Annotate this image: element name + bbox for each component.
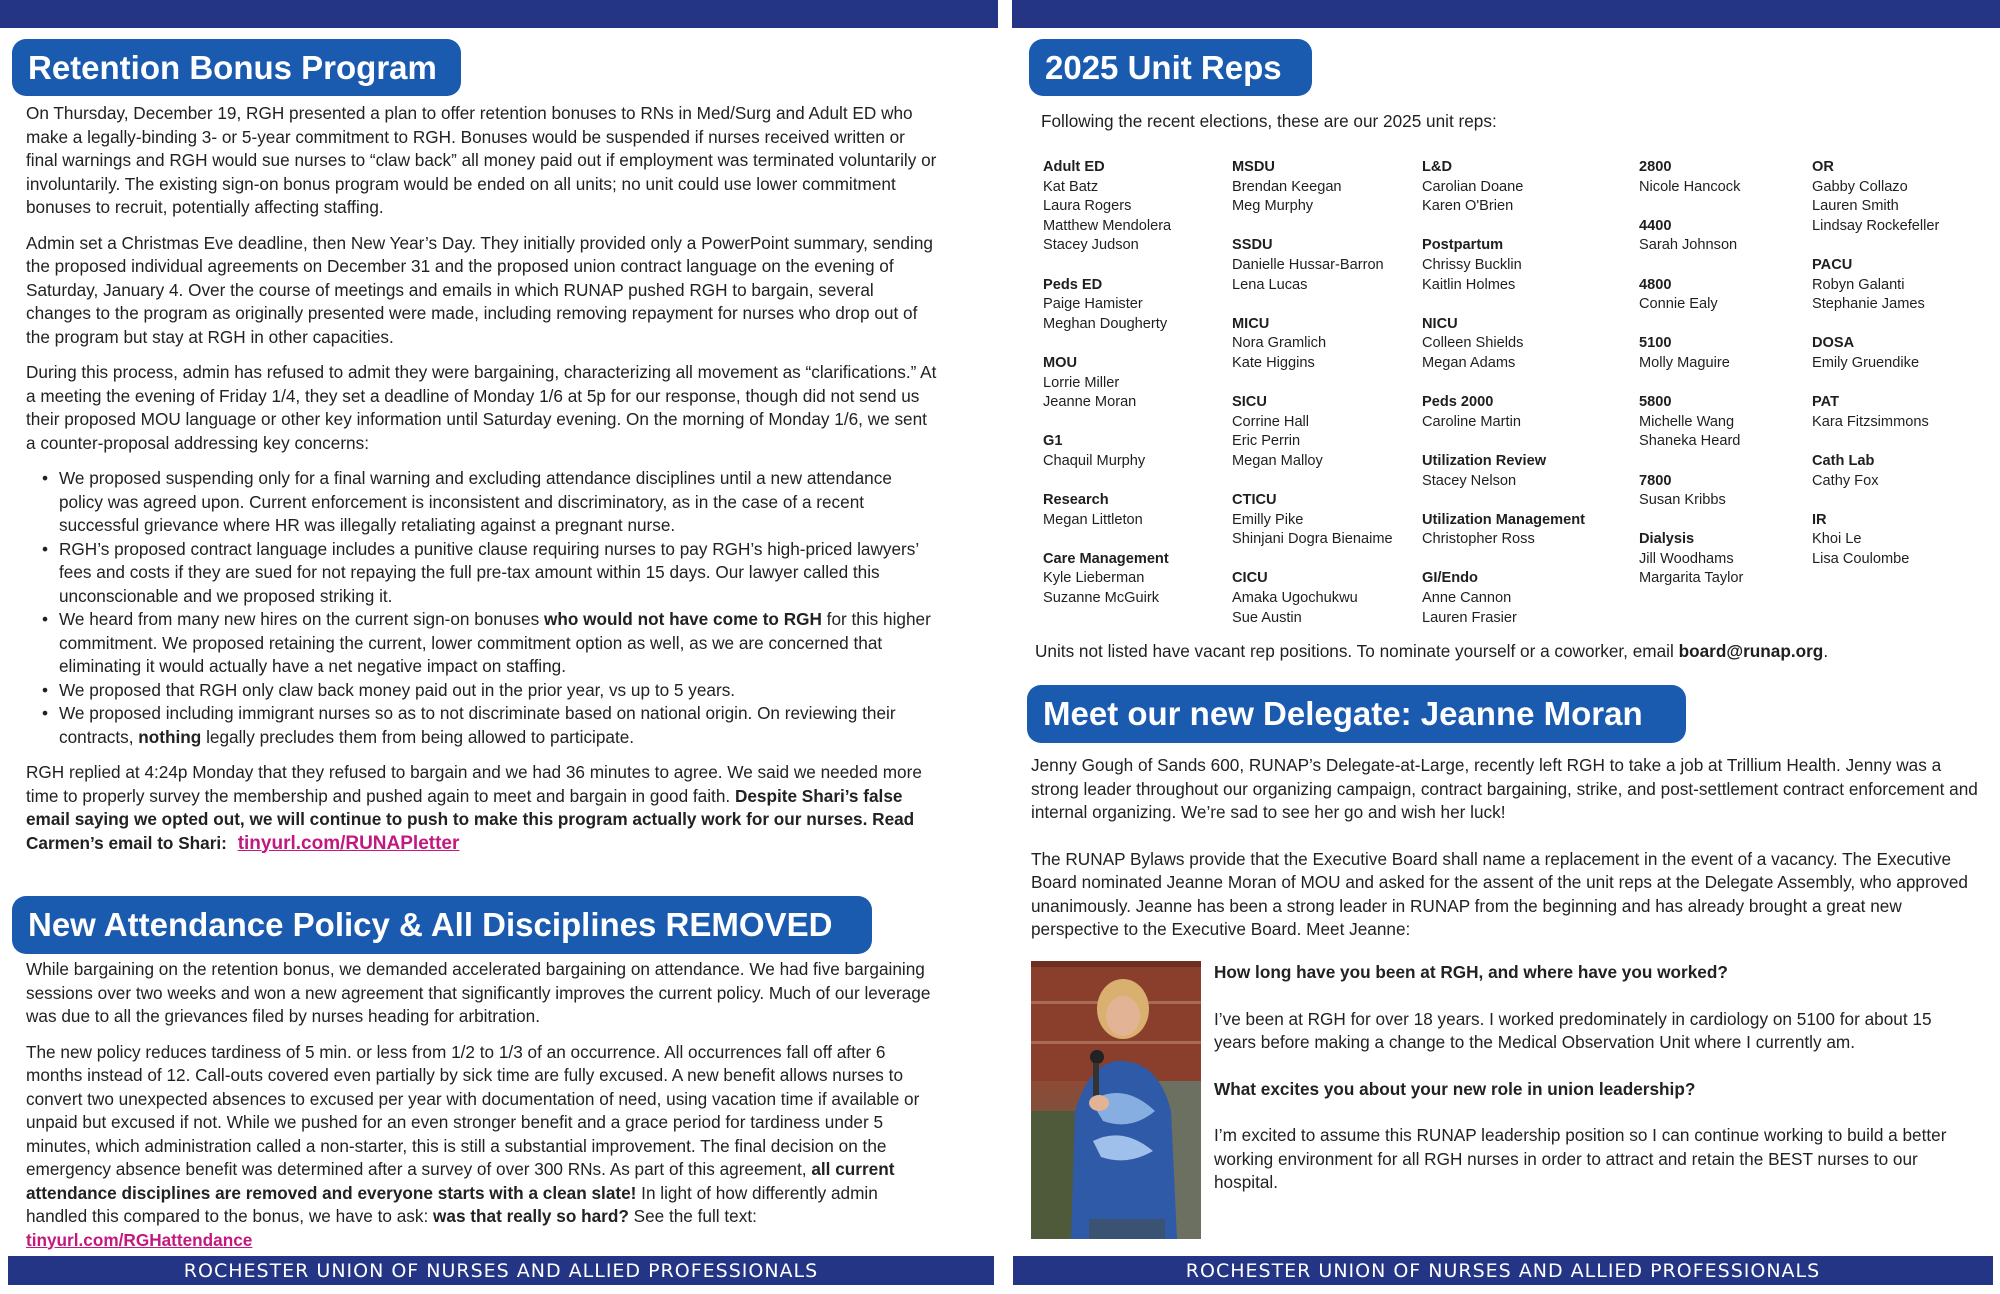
top-banner-left: [0, 0, 998, 28]
interview-question-1: How long have you been at RGH, and where have you worked?: [1214, 962, 1728, 982]
unit-reps-intro: Following the recent elections, these are our 2025 unit reps:: [1041, 111, 1497, 131]
rep-group: Dialysis Jill Woodhams Margarita Taylor: [1639, 531, 1744, 587]
rep-group: DOSA Emily Gruendike: [1812, 335, 1920, 371]
rep-group: Care Management Kyle Lieberman Suzanne McGuirk: [1043, 550, 1169, 607]
footer-banner-right: ROCHESTER UNION OF NURSES AND ALLIED PROFESSIONALS: [1013, 1256, 1993, 1285]
rep-group: PAT Kara Fitzsimmons: [1812, 394, 1929, 430]
rep-group: Utilization Review Stacey Nelson: [1422, 452, 1547, 489]
rep-group: GI/Endo Anne Cannon Lauren Frasier: [1422, 570, 1517, 626]
rep-group: G1 Chaquil Murphy: [1043, 433, 1146, 469]
rep-group: 5800 Michelle Wang Shaneka Heard: [1639, 394, 1741, 450]
rep-group: L&D Carolian Doane Karen O'Brien: [1422, 159, 1524, 215]
list-item: • We proposed including immigrant nurses so as to not discriminate based on national origin. On reviewing their contracts, nothing legally precludes them from being allowed to participate.: [26, 702, 938, 749]
rep-group: 4800 Connie Ealy: [1639, 276, 1718, 313]
attendance-paragraph-1: While bargaining on the retention bonus, we demanded accelerated bargaining on attendance. We had five bargaining sessions over two weeks and won a new agreement that significantly improves the current policy. Much of our leverage was due to all the grievances filed by nurses heading for arbitration.: [26, 959, 931, 1026]
interview-question-2: What excites you about your new role in union leadership?: [1214, 1078, 1696, 1099]
jeanne-moran-portrait: [1031, 961, 1201, 1239]
board-email[interactable]: board@runap.org: [1678, 641, 1824, 661]
reps-column-3: [1422, 158, 1632, 648]
attendance-heading: New Attendance Policy & All Disciplines REMOVED: [12, 896, 872, 954]
rep-group: MOU Lorrie Miller Jeanne Moran: [1043, 354, 1137, 411]
rep-group: 2800 Nicole Hancock: [1639, 159, 1741, 195]
reps-column-5: [1812, 158, 1992, 589]
retention-paragraph-1: On Thursday, December 19, RGH presented a plan to offer retention bonuses to RNs in Med/Surg and Adult ED who make a legally-binding 3- or 5-year commitment to RGH. Bonuses would be suspended if nurses received written or final warnings and RGH would sue nurses to “claw back” all money paid out if employment was terminated voluntarily or involuntarily. The existing sign-on bonus program would be ended on all units; no unit could use lower commitment bonuses to recruit, potentially affecting staffing.: [26, 103, 937, 217]
interview-answer-2: I’m excited to assume this RUNAP leadership position so I can continue working to build a better working environment for all RGH nurses in order to attract and retain the BEST nurses to our hospital.: [1214, 1125, 1947, 1192]
rep-group: Adult ED Kat Batz Laura Rogers Matthew Mendolera Stacey Judson: [1043, 159, 1172, 254]
rep-group: NICU Colleen Shields Megan Adams: [1422, 315, 1524, 371]
rep-group: Cath Lab Cathy Fox: [1812, 452, 1879, 489]
retention-body: [26, 102, 938, 867]
unit-reps-heading: 2025 Unit Reps: [1029, 39, 1312, 96]
retention-paragraph-2: Admin set a Christmas Eve deadline, then New Year’s Day. They initially provided only a PowerPoint summary, sending the proposed individual agreements on December 31 and the proposed union contract language on the evening of Saturday, January 4. Over the course of meetings and emails in which RUNAP pushed RGH to bargain, several changes to the program as originally presented were made, including removing repayment for nurses who drop out of the program but stay at RGH in other capacities.: [26, 232, 933, 347]
rep-group: PACU Robyn Galanti Stephanie James: [1812, 256, 1925, 313]
rep-group: Peds ED Paige Hamister Meghan Dougherty: [1043, 276, 1168, 332]
reps-column-1: [1043, 158, 1228, 628]
rgh-attendance-link[interactable]: tinyurl.com/RGHattendance: [26, 1229, 253, 1250]
vacant-reps-note: Units not listed have vacant rep positions. To nominate yourself or a coworker, email board@runap.org.: [1035, 641, 1829, 661]
list-item: • RGH’s proposed contract language includes a punitive clause requiring nurses to pay RGH’s high-priced lawyers’ fees and costs if they are sued for not repaying the full pre-tax amount within 15 days. Our lawyer called this unconscionable and we proposed striking it.: [26, 538, 938, 609]
rep-group: SSDU Danielle Hussar-Barron Lena Lucas: [1232, 237, 1384, 293]
delegate-paragraph-1: Jenny Gough of Sands 600, RUNAP’s Delegate-at-Large, recently left RGH to take a job at Trillium Health. Jenny was a strong leader throughout our organizing campaign, contract bargaining, strike, and post-settlement contract enforcement and internal organizing. We’re sad to see her go and wish her luck!: [1031, 755, 1978, 822]
retention-paragraph-3: During this process, admin has refused to admit they were bargaining, characterizing all movement as “clarifications.” At a meeting the evening of Friday 1/4, they set a deadline of Monday 1/6 at 5p for our response, though did not send us their proposed MOU language or other key information until Saturday evening. On the morning of Monday 1/6, we sent a counter-proposal addressing key concerns:: [26, 362, 937, 453]
retention-heading: Retention Bonus Program: [12, 39, 461, 96]
jeanne-moran-photo: [1031, 961, 1201, 1239]
footer-banner-left: ROCHESTER UNION OF NURSES AND ALLIED PROFESSIONALS: [8, 1256, 994, 1285]
rep-group: Utilization Management Christopher Ross: [1422, 511, 1585, 548]
counter-proposal-list: [26, 467, 938, 749]
delegate-body: [1031, 754, 1981, 954]
interview: [1214, 961, 1954, 1207]
list-item: • We proposed that RGH only claw back money paid out in the prior year, vs up to 5 years.: [26, 679, 938, 703]
rep-group: Postpartum Chrissy Bucklin Kaitlin Holmes: [1422, 237, 1522, 293]
retention-paragraph-4: RGH replied at 4:24p Monday that they refused to bargain and we had 36 minutes to agree. We said we needed more time to properly survey the membership and pushed again to meet and bargain in good faith. Despite Shari’s false email saying we opted out, we will continue to push to make this program actually work for our nurses. Read Carmen’s email to Shari: tinyurl.com/RUNAPletter: [26, 762, 922, 854]
runap-letter-link[interactable]: tinyurl.com/RUNAPletter: [237, 832, 460, 854]
rep-group: OR Gabby Collazo Lauren Smith Lindsay Rockefeller: [1812, 159, 1940, 234]
rep-group: 7800 Susan Kribbs: [1639, 472, 1726, 509]
rep-group: CICU Amaka Ugochukwu Sue Austin: [1232, 570, 1358, 626]
rep-group: MSDU Brendan Keegan Meg Murphy: [1232, 159, 1342, 215]
attendance-body: [26, 958, 938, 1264]
list-item: • We proposed suspending only for a final warning and excluding attendance disciplines until a new attendance policy was agreed upon. Current enforcement is inconsistent and discriminatory, as in the case of a recent successful grievance where HR was illegally retaliating against a pregnant nurse.: [26, 467, 938, 538]
delegate-heading: Meet our new Delegate: Jeanne Moran: [1027, 685, 1686, 743]
rep-group: MICU Nora Gramlich Kate Higgins: [1232, 315, 1327, 371]
rep-group: 4400 Sarah Johnson: [1639, 217, 1738, 254]
delegate-paragraph-2: The RUNAP Bylaws provide that the Executive Board shall name a replacement in the event of a vacancy. The Executive Board nominated Jeanne Moran of MOU and asked for the assent of the unit reps at the Delegate Assembly, who approved unanimously. Jeanne has been a strong leader in RUNAP from the beginning and has already brought a great new perspective to the Executive Board. Meet Jeanne:: [1031, 848, 1968, 939]
reps-column-4: [1639, 158, 1809, 609]
list-item: • We heard from many new hires on the current sign-on bonuses who would not have come to RGH for this higher commitment. We proposed retaining the current, lower commitment option as well, as we are concerned that eliminating it would actually have a net negative impact on staffing.: [26, 608, 938, 679]
interview-answer-1: I’ve been at RGH for over 18 years. I worked predominately in cardiology on 5100 for about 15 years before making a change to the Medical Observation Unit where I currently am.: [1214, 1008, 1932, 1052]
rep-group: Peds 2000 Caroline Martin: [1422, 394, 1521, 430]
top-banner-right: [1012, 0, 2000, 28]
rep-group: 5100 Molly Maguire: [1639, 335, 1730, 371]
rep-group: IR Khoi Le Lisa Coulombe: [1812, 511, 1910, 567]
rep-group: SICU Corrine Hall Eric Perrin Megan Malloy: [1232, 394, 1323, 469]
rep-group: CTICU Emilly Pike Shinjani Dogra Bienaime: [1232, 492, 1393, 548]
attendance-paragraph-2: The new policy reduces tardiness of 5 min. or less from 1/2 to 1/3 of an occurrence. All occurrences fall off after 6 months instead of 12. Call-outs covered even partially by sick time are fully excused. A new benefit allows nurses to convert two unexpected absences to excused per year with documentation of need, using vacation time if available or unpaid but excused if not. While we pushed for an even stronger benefit and a grace period for tardiness under 5 minutes, which administration called a non-starter, this is still a substantial improvement. The final decision on the emergency absence benefit was determined after a survey of over 300 RNs. As part of this agreement, all current attendance disciplines are removed and everyone starts with a clean slate! In light of how differently admin handled this compared to the bonus, we have to ask: was that really so hard? See the full text: tinyurl.com/RGHattendance: [26, 1041, 920, 1250]
rep-group: Research Megan Littleton: [1043, 492, 1143, 528]
reps-column-2: [1232, 158, 1422, 648]
